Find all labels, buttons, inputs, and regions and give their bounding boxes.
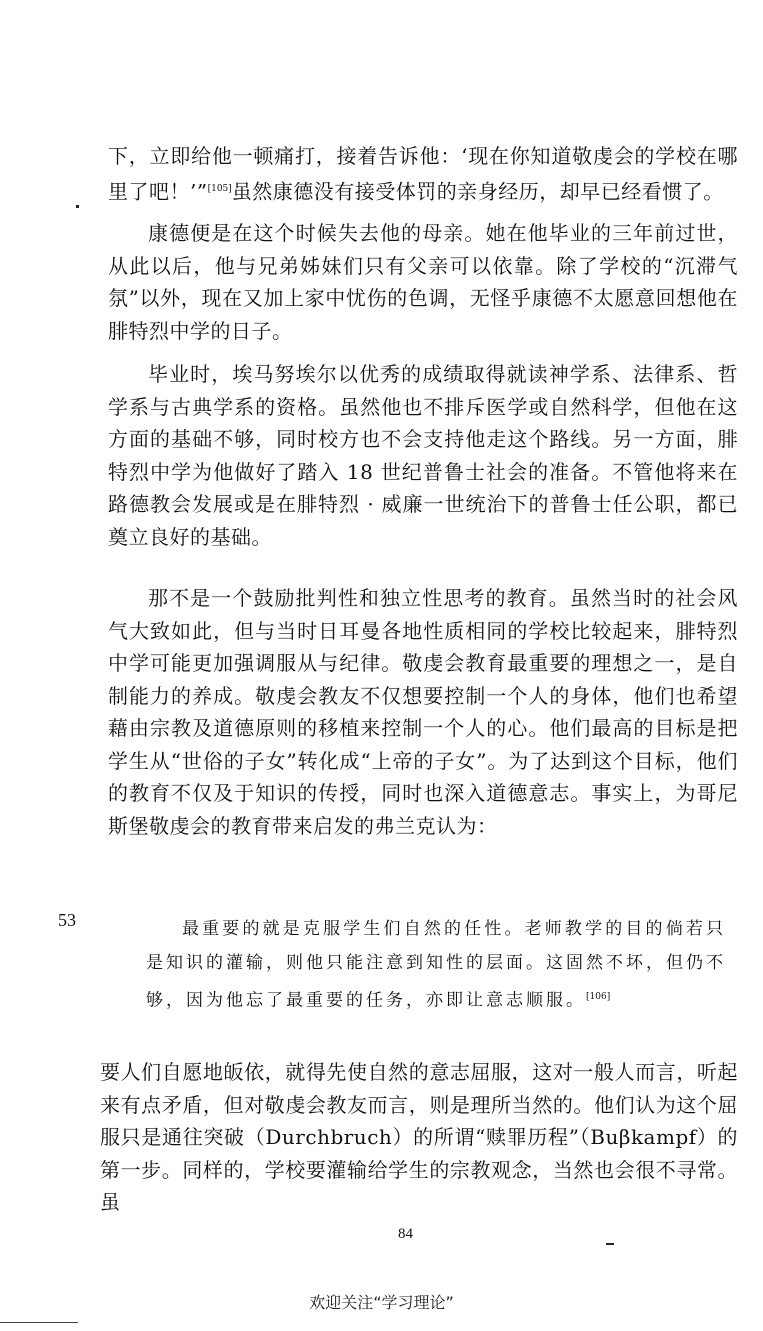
margin-page-number: 53 — [58, 910, 76, 930]
scan-speck — [606, 1243, 614, 1245]
paragraph-4: 那不是一个鼓励批判性和独立性思考的教育。虽然当时的社会风气大致如此，但与当时日耳曼各地性质相同的学校比较起来，腓特烈中学可能更加强调服从与纪律。敬虔会教育最重要的理想之一，是自制能力的养成。敬虔会教友不仅想要控制一个人的身体，他们也希望藉由宗教及道德原则的移植来控制一个人的心。他们最高的目标是把学生从“世俗的子女”转化成“上帝的子女”。为了达到这个目标，他们的教育不仅及于知识的传授，同时也深入道德意志。事实上，为哥尼斯堡敬虔会的教育带来启发的弗兰克认为： — [108, 586, 738, 838]
scan-speck — [76, 205, 79, 208]
block-quote — [146, 912, 726, 1018]
paragraph-5: 要人们自愿地皈依，就得先使自然的意志屈服，这对一般人而言，听起来有点矛盾，但对敬虔会教友而言，则是理所当然的。他们认为这个屈服只是通往突破（Durchbruch）的所谓“赎罪历程”（Buβkampf）的第一步。同样的，学校要灌输给学生的宗教观念，当然也会很不寻常。虽 — [100, 1060, 738, 1214]
paragraph-3: 毕业时，埃马努埃尔以优秀的成绩取得就读神学系、法律系、哲学系与古典学系的资格。虽然他也不排斥医学或自然科学，但他在这方面的基础不够，同时校方也不会支持他走这个路线。另一方面，腓特烈中学为他做好了踏入 18 世纪普鲁士社会的准备。不管他将来在路德教会发展或是在腓特烈 · 威廉一世统治下的普鲁士任公职，都已奠立良好的基础。 — [108, 362, 738, 549]
scan-edge-rule — [0, 1322, 78, 1323]
page-number: 84 — [398, 1226, 413, 1242]
paragraph-1-tail: 虽然康德没有接受体罚的亲身经历，却早已经看惯了。 — [231, 179, 724, 204]
paragraph-1-text: 下，立即给他一顿痛打，接着告诉他：‘现在你知道敬虔会的学校在哪里了吧！’” — [108, 144, 738, 204]
footer-caption: 欢迎关注“学习理论” — [309, 1293, 454, 1312]
paragraph-2: 康德便是在这个时候失去他的母亲。她在他毕业的三年前过世，从此以后，他与兄弟姊妹们只有父亲可以依靠。除了学校的“沉滞气氛”以外，现在又加上家中忧伤的色调，无怪乎康德不太愿意回想他在腓特烈中学的日子。 — [108, 221, 738, 343]
footnote-ref-105: [105] — [207, 183, 232, 194]
block-quote-text: 最重要的就是克服学生们自然的任性。老师教学的目的倘若只是知识的灌输，则他只能注意到知性的层面。这固然不坏，但仍不够，因为他忘了最重要的任务，亦即让意志顺服。 — [146, 919, 726, 1011]
footnote-ref-106: [106] — [586, 992, 611, 1002]
paragraph-1 — [108, 140, 738, 208]
